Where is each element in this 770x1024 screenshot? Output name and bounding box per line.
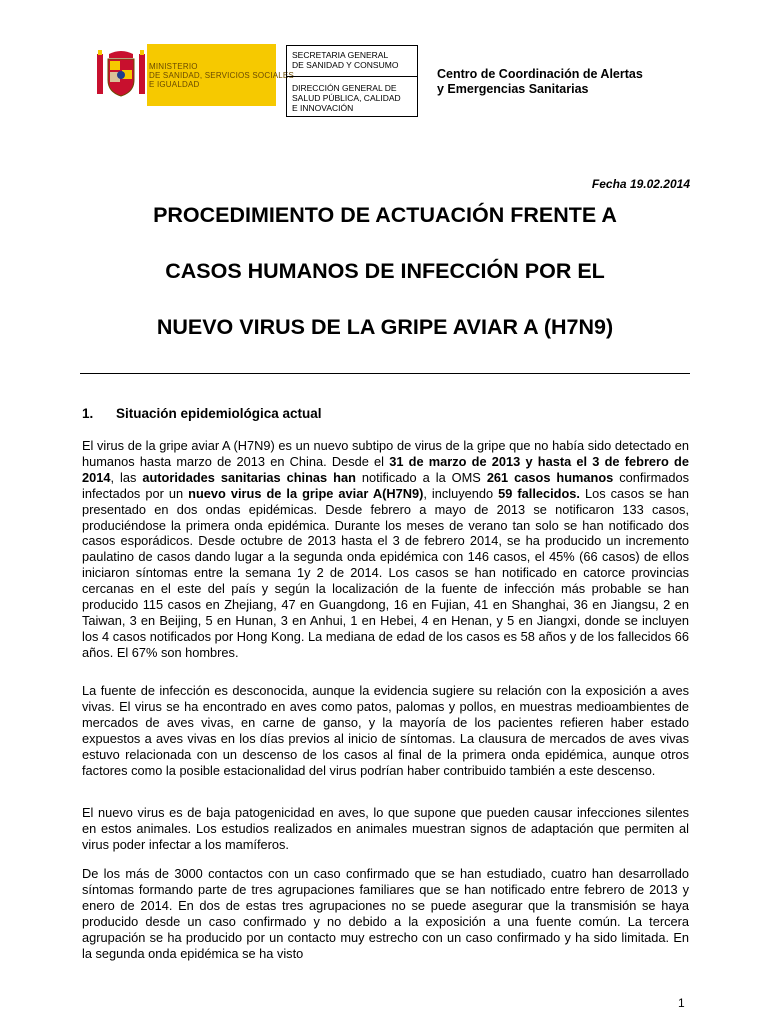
secretaria-line: SECRETARIA GENERAL <box>292 50 389 60</box>
paragraph-contactos: De los más de 3000 contactos con un caso confirmado que se han estudiado, cuatro han desarrollado síntomas formando parte de tres agrupaciones familiares que se han notificado entre febrero de 2013 y enero de 2014. En dos de estas tres agrupaciones no se puede asegurar que la transmisión se haya producido desde un caso confirmado y no debido a la exposición a una fuente común. La tercera agrupación se ha producido por un contacto muy estrecho con un caso confirmado y ha sido limitada. En la segunda onda epidémica se ha visto <box>82 866 689 961</box>
ministry-line: MINISTERIO <box>149 62 198 71</box>
bold-run: 59 fallecidos. <box>498 485 580 501</box>
page-number: 1 <box>678 996 685 1010</box>
ministry-line: DE SANIDAD, SERVICIOS SOCIALES <box>149 71 295 80</box>
direccion-line: E INNOVACIÓN <box>292 103 354 113</box>
text-run: notificado a la OMS <box>355 469 487 485</box>
section-title: Situación epidemiológica actual <box>116 406 322 421</box>
ministry-line: E IGUALDAD <box>149 80 200 89</box>
secretaria-label <box>292 50 398 70</box>
department-box <box>286 45 418 117</box>
text-run: Los casos se han presentado en dos ondas epidémicas. Desde febrero a mayo de 2013 se notificaron 133 casos, produciéndose la primera onda epidémica. Durante los meses de verano tan solo se han notificado dos casos esporádicos. Desde octubre de 2013 hasta el 3 de febrero 2014, se ha producido un incremento paulatino de casos dando lugar a la segunda onda epidémica con 146 casos, el 45% (66 casos) de ellos iniciaron síntomas entre la semana 1y 2 de 2014. Los casos se han notificado en catorce provincias cercanas en el este del país y según la localización de la fuente de infección más probable se han producido 115 casos en Zhejiang, 47 en Guangdong, 16 en Fujian, 41 en Shanghai, 36 en Jiangsu, 2 en Taiwan, 3 en Beijing, 5 en Hunan, 3 en Anhui, 1 en Hebei, 4 en Henan, y 5 en Jiangxi, donde se incluyen los 4 casos notificados por Hong Kong. La mediana de edad de los casos es 58 años y de los fallecidos 66 años. El 67% son hombres. <box>82 485 690 660</box>
document-date: Fecha 19.02.2014 <box>591 177 690 191</box>
paragraph-situacion <box>82 438 689 661</box>
centro-line: y Emergencias Sanitarias <box>437 82 589 96</box>
text-run: , incluyendo <box>423 485 499 501</box>
bold-run: autoridades sanitarias chinas han <box>142 469 356 485</box>
bold-run: 31 de marzo de 2013 y hasta el 3 de febrero de 2014 <box>82 453 689 485</box>
section-number: 1. <box>82 406 94 421</box>
ministry-name <box>149 62 294 89</box>
centro-line: Centro de Coordinación de Alertas <box>437 67 643 81</box>
horizontal-rule <box>80 373 690 374</box>
secretaria-line: DE SANIDAD Y CONSUMO <box>292 60 399 70</box>
coat-of-arms-logo <box>97 48 145 100</box>
text-run: confirmados infectados por un <box>82 469 689 501</box>
title-line: PROCEDIMIENTO DE ACTUACIÓN FRENTE A <box>153 203 617 227</box>
direccion-label <box>292 83 401 113</box>
bold-run: nuevo virus de la gripe aviar A(H7N9) <box>188 485 424 501</box>
paragraph-fuente: La fuente de infección es desconocida, aunque la evidencia sugiere su relación con la exposición a aves vivas. El virus se ha encontrado en aves como patos, palomas y pollos, en muestras medioambientes de mercados de aves vivas, en carne de ganso, y la mayoría de los pacientes refieren haber estado expuestos a aves vivas en los días previos al inicio de síntomas. La clausura de mercados de aves vivas estuvo relacionada con un descenso de los casos al final de la primera onda epidémica, aunque otros factores como la posible estacionalidad del virus podrían haber contribuido también a este descenso. <box>82 683 689 778</box>
title-line: NUEVO VIRUS DE LA GRIPE AVIAR A (H7N9) <box>156 315 614 339</box>
text-run: , las <box>110 469 143 485</box>
centro-coordinacion <box>437 67 643 97</box>
text-run: El virus de la gripe aviar A (H7N9) es un nuevo subtipo de virus de la gripe que no había sido detectado en humanos hasta marzo de 2013 en China. Desde el <box>82 438 689 469</box>
title-line: CASOS HUMANOS DE INFECCIÓN POR EL <box>165 259 605 283</box>
direccion-line: SALUD PÚBLICA, CALIDAD <box>292 93 401 103</box>
paragraph-patogenicidad: El nuevo virus es de baja patogenicidad en aves, lo que supone que pueden causar infecciones silentes en estos animales. Los estudios realizados en animales muestran signos de adaptación que permiten al virus poder infectar a los mamíferos. <box>82 805 689 852</box>
direccion-line: DIRECCIÓN GENERAL DE <box>292 83 397 93</box>
bold-run: 261 casos humanos <box>486 469 614 485</box>
box-divider <box>287 76 417 77</box>
section-heading <box>82 406 322 421</box>
